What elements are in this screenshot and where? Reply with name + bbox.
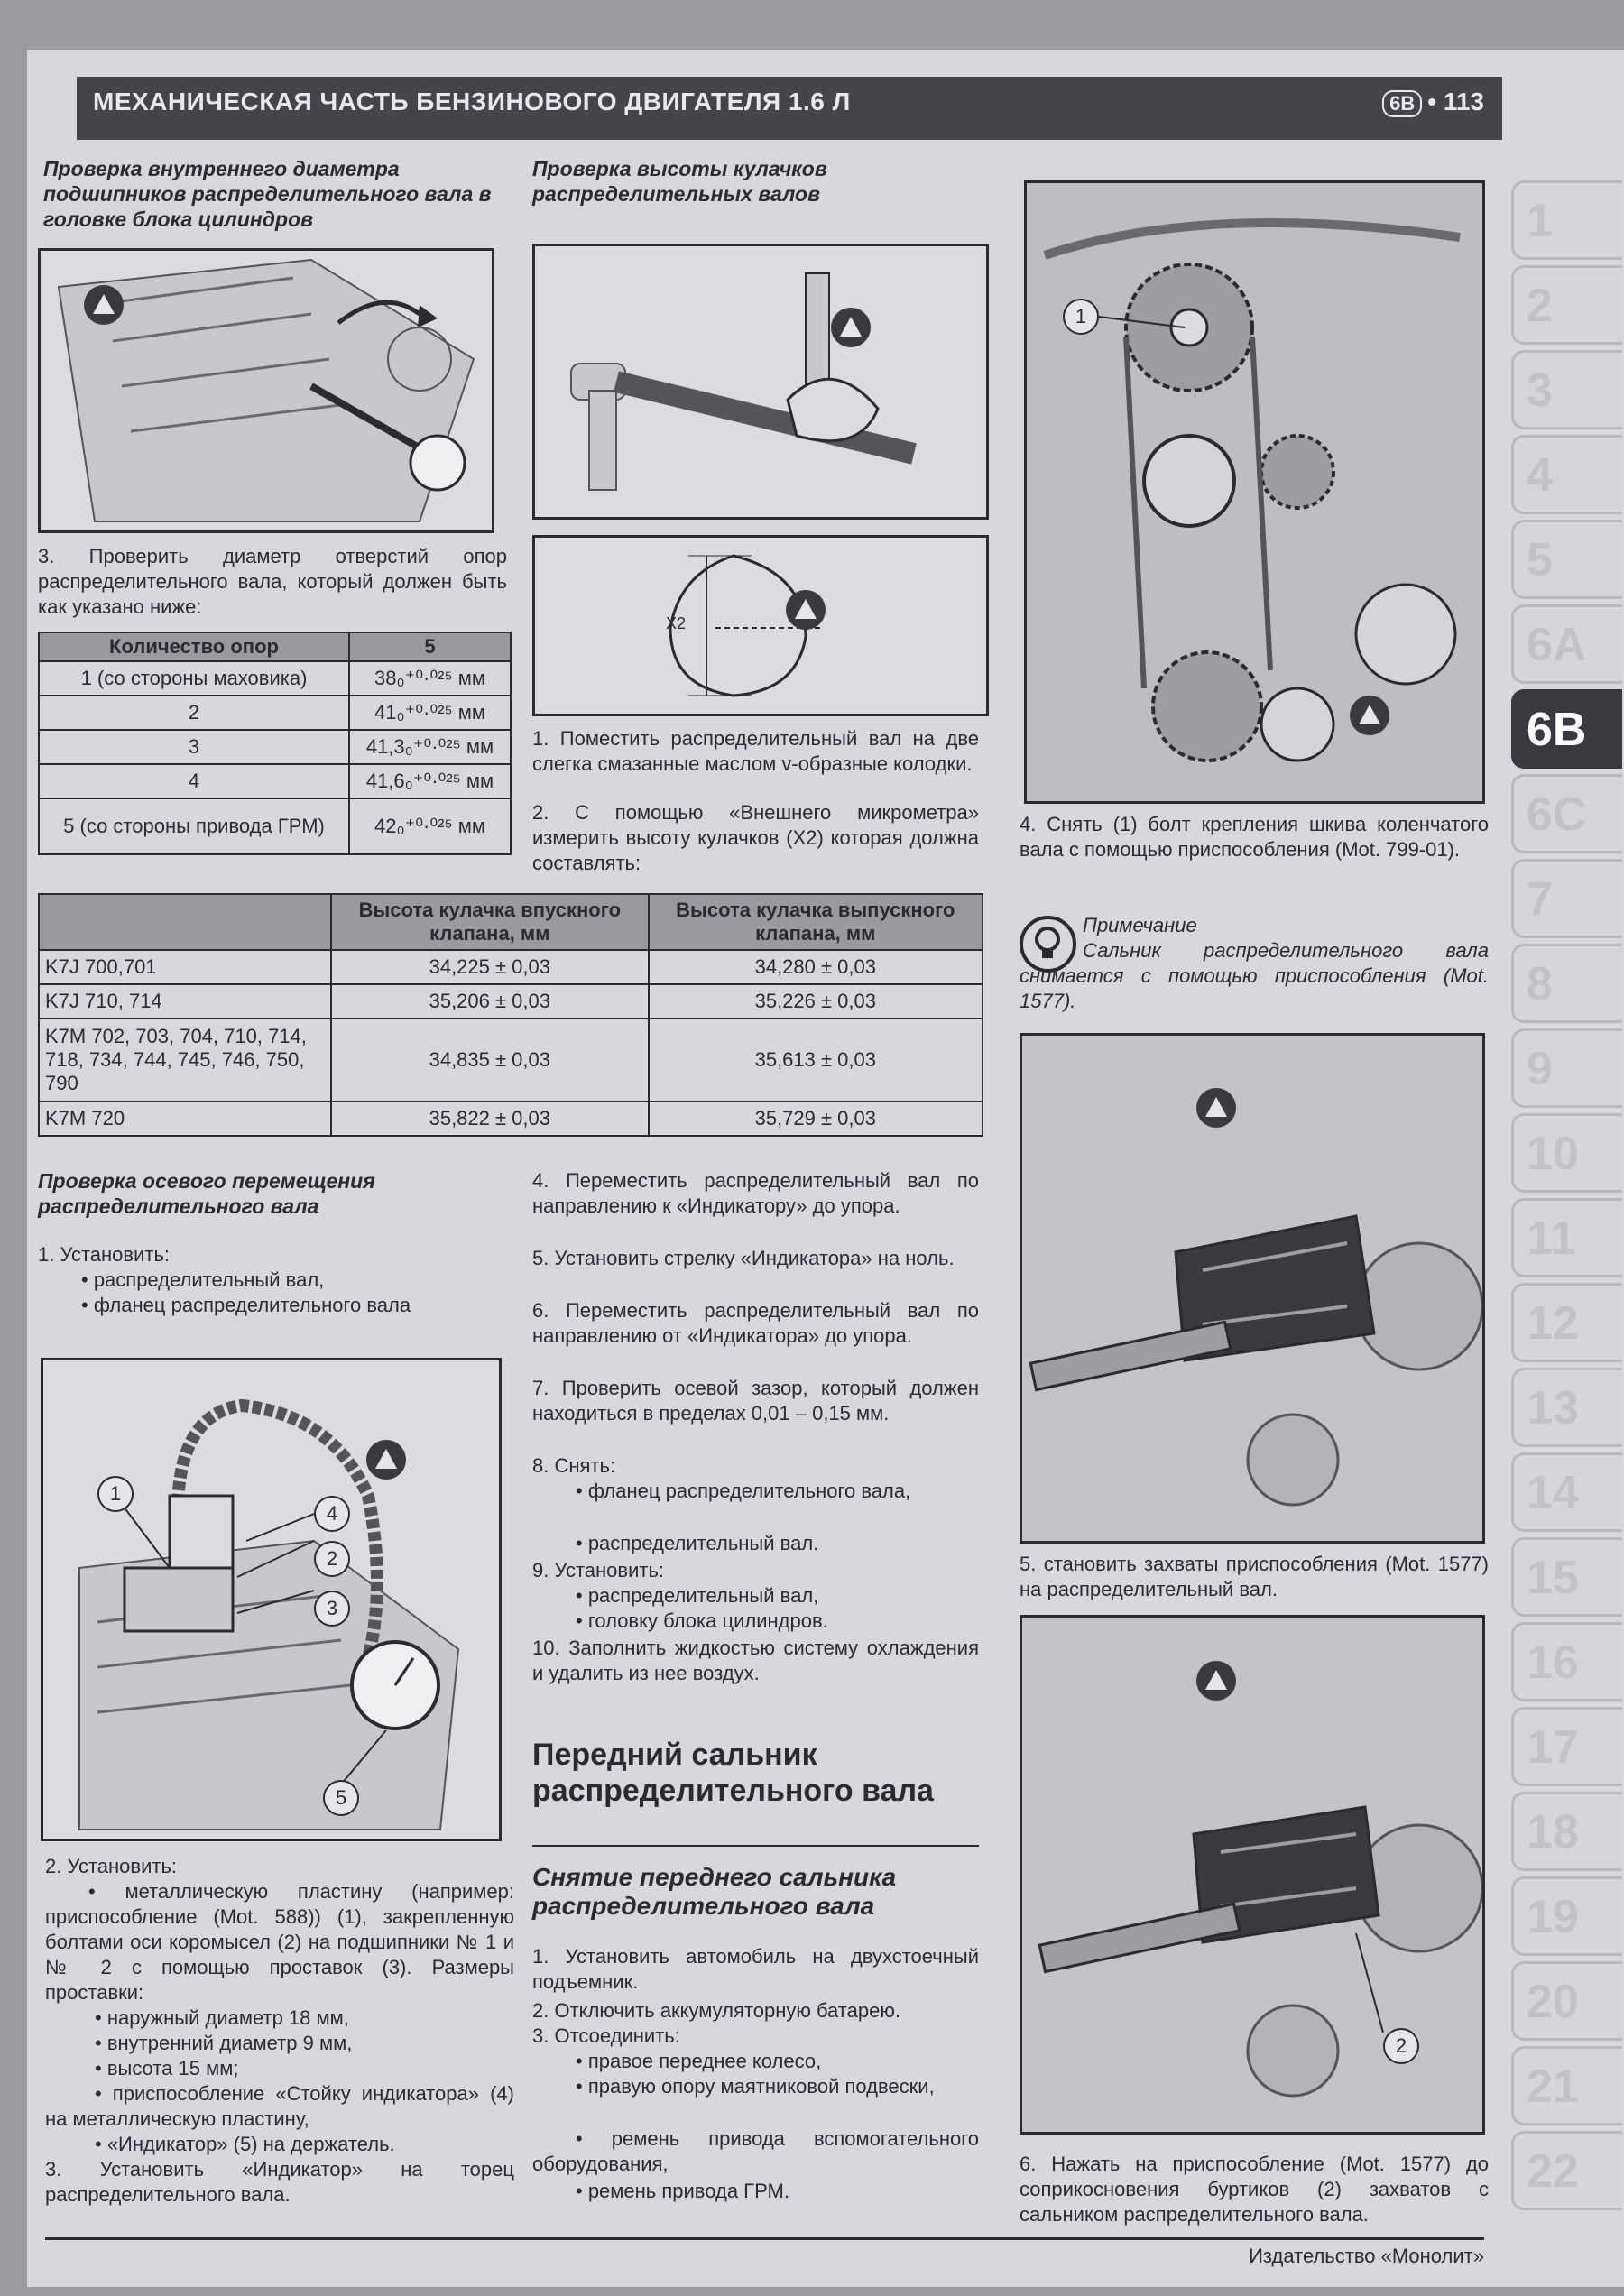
heading-cam-height: Проверка высоты кулачков распределительных валов bbox=[532, 157, 827, 206]
callout-3: 3 bbox=[314, 1591, 350, 1627]
chapter-tab[interactable]: 2 bbox=[1511, 265, 1622, 345]
figure-timing-drive bbox=[1024, 180, 1485, 804]
axial-step-9a: • распределительный вал, bbox=[576, 1584, 819, 1607]
callout-2: 2 bbox=[314, 1541, 350, 1577]
removal-step-2: 2. Отключить аккумуляторную батарею. bbox=[532, 1999, 900, 2022]
chapter-tab[interactable]: 20 bbox=[1511, 1961, 1622, 2041]
chapter-tab[interactable]: 11 bbox=[1511, 1198, 1622, 1277]
cam-lobe-illustration bbox=[535, 538, 986, 714]
page-number-block bbox=[1382, 88, 1484, 117]
figure-seal-puller-1 bbox=[1020, 1033, 1485, 1544]
note-title: Примечание bbox=[1083, 914, 1197, 936]
callout-2: 2 bbox=[1383, 2028, 1419, 2064]
step-2-cam: 2. С помощью «Внешнего микрометра» измерить высоту кулачков (X2) которая должна составлять: bbox=[532, 801, 979, 874]
chapter-tab[interactable]: 6C bbox=[1511, 774, 1622, 853]
chapter-tab[interactable]: 14 bbox=[1511, 1452, 1622, 1532]
table-cell: 4 bbox=[39, 764, 349, 798]
table-cell: 5 (со стороны привода ГРМ) bbox=[39, 798, 349, 854]
axial-step-2d: • высота 15 мм; bbox=[95, 2057, 239, 2079]
chapter-tab[interactable]: 8 bbox=[1511, 944, 1622, 1023]
table-cell: 34,835 ± 0,03 bbox=[331, 1019, 649, 1102]
table-header: Количество опор bbox=[39, 632, 349, 661]
table-header bbox=[39, 894, 331, 950]
chapter-tab[interactable]: 21 bbox=[1511, 2046, 1622, 2125]
table-cell: 35,613 ± 0,03 bbox=[649, 1019, 983, 1102]
axial-step-1: 1. Установить: bbox=[38, 1243, 171, 1266]
figure-micrometer bbox=[532, 244, 989, 520]
chapter-tab[interactable]: 6A bbox=[1511, 604, 1622, 684]
chapter-tab[interactable]: 16 bbox=[1511, 1622, 1622, 1701]
removal-step-3a: • правое переднее колесо, bbox=[576, 2050, 822, 2072]
table-cell: 35,206 ± 0,03 bbox=[331, 984, 649, 1019]
axial-step-9b: • головку блока цилиндров. bbox=[576, 1609, 828, 1632]
bearing-gauge-illustration bbox=[41, 251, 492, 530]
chapter-tab[interactable]: 9 bbox=[1511, 1028, 1622, 1108]
axial-step-2a: • металлическую пластину (например: приспособление (Mot. 588)) (1), закрепленную болтами оси коромысел (2) на подшипники № 1 и № 2 с помощью проставок (3). Размеры проставки: bbox=[45, 1880, 514, 2004]
book-page bbox=[27, 50, 1624, 2287]
axial-step-5: 5. Установить стрелку «Индикатора» на ноль. bbox=[532, 1247, 955, 1269]
figure-dial-indicator bbox=[41, 1358, 502, 1841]
callout-5: 5 bbox=[323, 1780, 359, 1816]
removal-step-3: 3. Отсоединить: bbox=[532, 2024, 680, 2047]
chapter-tab[interactable]: 4 bbox=[1511, 435, 1622, 514]
table-cell: K7J 710, 714 bbox=[39, 984, 331, 1019]
chapter-tab[interactable]: 15 bbox=[1511, 1537, 1622, 1617]
table-cell: K7J 700,701 bbox=[39, 950, 331, 984]
callout-1: 1 bbox=[1063, 299, 1099, 335]
dial-indicator-illustration bbox=[43, 1360, 499, 1839]
crank-pulley-step-4: 4. Снять (1) болт крепления шкива коленчатого вала с помощью приспособления (Mot. 799-01). bbox=[1020, 813, 1489, 861]
table-cell: 1 (со стороны маховика) bbox=[39, 661, 349, 696]
section-badge: 6B bbox=[1382, 90, 1422, 117]
seal-puller-illustration-1 bbox=[1022, 1036, 1482, 1541]
chapter-tab[interactable]: 3 bbox=[1511, 350, 1622, 429]
table-cell: 3 bbox=[39, 730, 349, 764]
chapter-title: МЕХАНИЧЕСКАЯ ЧАСТЬ БЕНЗИНОВОГО ДВИГАТЕЛЯ 1.6 Л bbox=[93, 88, 851, 115]
axial-step-6: 6. Переместить распределительный вал по направлению от «Индикатора» до упора. bbox=[532, 1299, 979, 1347]
axial-step-10: 10. Заполнить жидкостью систему охлаждения и удалить из нее воздух. bbox=[532, 1637, 979, 1684]
subsection-title-removal: Снятие переднего сальника распределительного вала bbox=[532, 1863, 897, 1920]
table-header: Высота кулачка впускного клапана, мм bbox=[331, 894, 649, 950]
publisher: Издательство «Монолит» bbox=[1249, 2245, 1484, 2267]
table-cell: K7M 720 bbox=[39, 1102, 331, 1136]
section-title-front-seal: Передний сальник распределительного вала bbox=[532, 1738, 934, 1808]
footer-rule bbox=[45, 2237, 1484, 2240]
table-cell: 34,280 ± 0,03 bbox=[649, 950, 983, 984]
cam-height-table bbox=[38, 893, 983, 1137]
axial-step-1b: • фланец распределительного вала bbox=[81, 1294, 411, 1316]
table-cell: 2 bbox=[39, 696, 349, 730]
chapter-tab[interactable]: 13 bbox=[1511, 1368, 1622, 1447]
removal-step-1: 1. Установить автомобиль на двухстоечный подъемник. bbox=[532, 1945, 979, 1993]
table-header: Высота кулачка выпускного клапана, мм bbox=[649, 894, 983, 950]
axial-step-2: 2. Установить: bbox=[45, 1855, 178, 1877]
axial-step-3: 3. Установить «Индикатор» на торец распределительного вала. bbox=[45, 2158, 514, 2206]
chapter-tab[interactable]: 17 bbox=[1511, 1707, 1622, 1786]
timing-drive-illustration bbox=[1027, 183, 1482, 801]
axial-step-8a: • фланец распределительного вала, bbox=[576, 1480, 911, 1502]
table-header: 5 bbox=[349, 632, 511, 661]
page-number: • 113 bbox=[1427, 88, 1484, 115]
table-cell: 41₀⁺⁰·⁰²⁵ мм bbox=[349, 696, 511, 730]
table-cell: 35,822 ± 0,03 bbox=[331, 1102, 649, 1136]
table-cell: 38₀⁺⁰·⁰²⁵ мм bbox=[349, 661, 511, 696]
heading-axial-play: Проверка осевого перемещения распределительного вала bbox=[38, 1169, 375, 1218]
axial-step-1a: • распределительный вал, bbox=[81, 1268, 325, 1291]
table-cell: 41,6₀⁺⁰·⁰²⁵ мм bbox=[349, 764, 511, 798]
chapter-tab[interactable]: 7 bbox=[1511, 859, 1622, 938]
removal-step-3b: • правую опору маятниковой подвески, bbox=[576, 2075, 935, 2098]
axial-step-8: 8. Снять: bbox=[532, 1454, 616, 1477]
step-1-cam: 1. Поместить распределительный вал на две слегка смазанные маслом v-образные колодки. bbox=[532, 727, 979, 775]
chapter-tab[interactable]: 19 bbox=[1511, 1876, 1622, 1956]
note-text: Сальник распределительного вала снимается с помощью приспособления (Mot. 1577). bbox=[1020, 939, 1489, 1012]
chapter-tab[interactable]: 22 bbox=[1511, 2131, 1622, 2210]
table-cell: K7M 702, 703, 704, 710, 714, 718, 734, 744, 745, 746, 750, 790 bbox=[39, 1019, 331, 1102]
callout-1: 1 bbox=[97, 1476, 134, 1512]
removal-step-3d: • ремень привода ГРМ. bbox=[576, 2180, 789, 2202]
step-3-bearing: 3. Проверить диаметр отверстий опор распределительного вала, который должен быть как указано ниже: bbox=[38, 545, 507, 618]
axial-step-2b: • наружный диаметр 18 мм, bbox=[95, 2006, 349, 2029]
table-cell: 34,225 ± 0,03 bbox=[331, 950, 649, 984]
bearing-diameter-table bbox=[38, 632, 512, 855]
removal-step-3c: • ремень привода вспомогательного оборудования, bbox=[532, 2127, 979, 2175]
axial-step-2e: • приспособление «Стойку индикатора» (4) на металлическую пластину, bbox=[45, 2082, 514, 2130]
figure-seal-puller-2 bbox=[1020, 1615, 1485, 2135]
chapter-tab[interactable]: 5 bbox=[1511, 520, 1622, 599]
axial-step-9: 9. Установить: bbox=[532, 1559, 665, 1581]
puller-step-6: 6. Нажать на приспособление (Mot. 1577) до соприкосновения буртиков (2) захватов с сальником распределительного вала. bbox=[1020, 2153, 1489, 2226]
chapter-tab-active[interactable]: 6B bbox=[1511, 689, 1622, 769]
puller-step-5: 5. становить захваты приспособления (Mot. 1577) на распределительный вал. bbox=[1020, 1553, 1489, 1600]
heading-bearing-check: Проверка внутреннего диаметра подшипников распределительного вала в головке блока цилиндров bbox=[43, 157, 492, 231]
axial-step-2f: • «Индикатор» (5) на держатель. bbox=[95, 2133, 395, 2155]
section-divider bbox=[532, 1845, 979, 1847]
chapter-tab[interactable]: 18 bbox=[1511, 1792, 1622, 1871]
table-cell: 35,226 ± 0,03 bbox=[649, 984, 983, 1019]
chapter-tab[interactable]: 10 bbox=[1511, 1113, 1622, 1193]
axial-step-2c: • внутренний диаметр 9 мм, bbox=[95, 2032, 353, 2054]
chapter-tab[interactable]: 1 bbox=[1511, 180, 1622, 260]
micrometer-illustration bbox=[535, 246, 986, 517]
figure-cam-lobe bbox=[532, 535, 989, 716]
callout-4: 4 bbox=[314, 1496, 350, 1532]
table-cell: 42₀⁺⁰·⁰²⁵ мм bbox=[349, 798, 511, 854]
axial-step-4: 4. Переместить распределительный вал по направлению к «Индикатору» до упора. bbox=[532, 1169, 979, 1217]
figure-bearing-gauge bbox=[38, 248, 494, 533]
axial-step-7: 7. Проверить осевой зазор, который должен находиться в пределах 0,01 – 0,15 мм. bbox=[532, 1377, 979, 1425]
chapter-tab[interactable]: 12 bbox=[1511, 1283, 1622, 1362]
x2-label: X2 bbox=[666, 614, 687, 632]
axial-step-8b: • распределительный вал. bbox=[576, 1532, 819, 1554]
page-header bbox=[77, 77, 1502, 140]
table-cell: 41,3₀⁺⁰·⁰²⁵ мм bbox=[349, 730, 511, 764]
table-cell: 35,729 ± 0,03 bbox=[649, 1102, 983, 1136]
